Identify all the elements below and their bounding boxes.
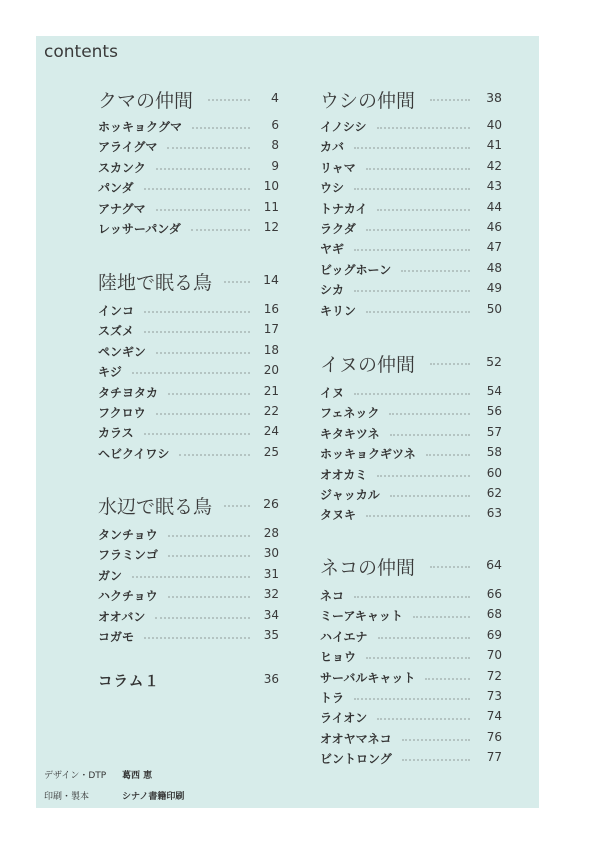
section-page-number: 64 [486,557,502,572]
entry-page-number: 47 [486,240,502,255]
leader-dots [413,616,470,618]
entry-page-number: 35 [263,628,279,642]
column-page-number: 36 [263,672,279,686]
leader-dots [354,698,470,700]
leader-dots [430,566,470,568]
leader-dots [168,596,250,598]
entry-page-number: 41 [486,138,502,153]
entry-page-number: 28 [263,526,279,540]
entry-page-number: 46 [486,220,502,234]
toc-entry: ヤギ [320,242,345,257]
toc-entry: ライオン [320,711,368,726]
leader-dots [144,311,250,313]
credit-label: デザイン・DTP [44,771,107,781]
toc-entry: インコ [98,304,135,318]
toc-entry: レッサーパンダ [98,222,181,236]
leader-dots [377,718,470,720]
toc-entry: タチヨタカ [98,385,159,400]
entry-page-number: 70 [486,648,502,663]
leader-dots [155,617,250,619]
entry-page-number: 31 [263,566,279,581]
toc-entry: オオヤマネコ [320,731,392,746]
credit-label: 印刷・製本 [44,792,90,802]
toc-entry: ホッキョクギツネ [320,447,416,462]
section-title: 陸地で眠る鳥 [98,272,213,294]
entry-page-number: 16 [263,302,279,316]
entry-page-number: 24 [263,424,279,439]
leader-dots [366,515,470,517]
toc-entry: タヌキ [320,508,357,523]
leader-dots [156,168,250,170]
toc-entry: カラス [98,426,134,441]
toc-entry: カバ [320,140,345,155]
leader-dots [179,454,250,456]
entry-page-number: 68 [486,607,502,622]
leader-dots [402,739,470,741]
leader-dots [224,281,250,283]
section-page-number: 38 [486,90,502,105]
leader-dots [354,249,470,251]
column-title: コラム１ [98,674,160,690]
entry-page-number: 44 [486,199,502,214]
leader-dots [156,413,250,415]
credit-value: シナノ書籍印刷 [122,792,185,802]
leader-dots [354,147,470,149]
credit-value: 葛西 恵 [122,771,153,781]
entry-page-number: 21 [263,383,279,398]
entry-page-number: 56 [486,404,502,419]
toc-entry: ペンギン [98,344,146,359]
entry-page-number: 43 [486,179,502,194]
entry-page-number: 40 [486,118,502,132]
leader-dots [425,678,470,680]
section-page-number: 14 [263,272,279,287]
toc-entry: ウシ [320,181,345,196]
entry-page-number: 49 [486,281,502,296]
entry-page-number: 74 [486,709,502,724]
entry-page-number: 6 [271,118,279,132]
toc-entry: アライグマ [98,140,158,155]
section-title: クマの仲間 [98,90,194,112]
section-page-number: 26 [263,496,279,511]
entry-page-number: 50 [486,301,502,316]
toc-entry: フェネック [320,406,380,421]
leader-dots [366,311,470,313]
leader-dots [132,372,250,374]
leader-dots [366,168,470,170]
entry-page-number: 20 [263,363,279,378]
leader-dots [144,188,250,190]
section-title: イヌの仲間 [320,354,416,376]
entry-page-number: 77 [486,750,502,765]
toc-entry: ハイエナ [320,629,368,644]
entry-page-number: 66 [486,587,502,601]
toc-entry: ラクダ [320,222,356,236]
toc-entry: ビッグホーン [320,262,392,277]
contents-header: contents [44,42,118,62]
entry-page-number: 22 [263,404,279,418]
toc-entry: イノシシ [320,120,367,134]
leader-dots [224,505,250,507]
entry-page-number: 18 [263,342,279,357]
section-title: ネコの仲間 [320,557,416,579]
toc-entry: ヘビクイワシ [98,446,170,461]
toc-entry: シカ [320,283,345,298]
section-page-number: 4 [271,90,279,105]
toc-entry: ネコ [320,589,345,603]
entry-page-number: 25 [263,444,279,459]
leader-dots [156,352,250,354]
toc-entry: パンダ [98,181,134,196]
section-title: ウシの仲間 [320,90,416,112]
toc-entry: キジ [98,365,122,380]
entry-page-number: 12 [263,220,279,234]
leader-dots [401,270,470,272]
leader-dots [390,434,470,436]
leader-dots [167,147,250,149]
toc-entry: フクロウ [98,406,146,420]
entry-page-number: 17 [263,322,279,337]
toc-entry: タンチョウ [98,528,158,542]
leader-dots [354,596,470,598]
toc-entry: リャマ [320,160,356,175]
toc-entry: イヌ [320,386,345,400]
entry-page-number: 8 [271,138,279,153]
toc-entry: オオバン [98,609,146,624]
leader-dots [144,637,250,639]
toc-entry: キリン [320,303,357,318]
leader-dots [378,637,470,639]
entry-page-number: 60 [486,465,502,480]
toc-entry: コガモ [98,630,135,644]
toc-entry: ヒョウ [320,650,357,665]
leader-dots [354,393,470,395]
leader-dots [208,99,250,101]
entry-page-number: 9 [271,158,279,173]
toc-entry: ミーアキャット [320,609,403,624]
toc-entry: オオカミ [320,467,368,482]
leader-dots [377,209,470,211]
leader-dots [426,454,470,456]
leader-dots [377,127,470,129]
leader-dots [156,209,250,211]
entry-page-number: 69 [486,627,502,642]
leader-dots [366,229,470,231]
toc-entry: キタキツネ [320,426,380,441]
entry-page-number: 30 [263,546,279,561]
toc-entry: アナグマ [98,201,146,216]
entry-page-number: 76 [486,729,502,744]
toc-entry: サーバルキャット [320,670,416,685]
leader-dots [191,229,250,231]
toc-entry: ハクチョウ [98,589,158,604]
entry-page-number: 57 [486,424,502,439]
toc-entry: スズメ [98,324,135,339]
section-title: 水辺で眠る鳥 [98,496,213,518]
entry-page-number: 72 [486,668,502,683]
leader-dots [144,433,250,435]
toc-entry: トラ [320,691,345,705]
leader-dots [168,535,250,537]
leader-dots [430,363,470,365]
leader-dots [389,413,470,415]
entry-page-number: 63 [486,506,502,521]
leader-dots [144,331,250,333]
toc-entry: ジャッカル [320,488,380,502]
entry-page-number: 54 [486,384,502,398]
toc-entry: スカンク [98,160,146,175]
leader-dots [366,657,470,659]
leader-dots [132,576,250,578]
entry-page-number: 73 [486,689,502,703]
leader-dots [430,99,470,101]
leader-dots [377,475,470,477]
toc-entry: ホッキョクグマ [98,120,183,134]
entry-page-number: 10 [263,179,279,194]
entry-page-number: 32 [263,587,279,602]
leader-dots [354,188,470,190]
toc-entry: トナカイ [320,201,368,216]
entry-page-number: 11 [263,199,279,214]
entry-page-number: 62 [486,486,502,500]
entry-page-number: 48 [486,260,502,275]
section-page-number: 52 [486,354,502,369]
toc-entry: ビントロング [320,752,392,767]
leader-dots [168,555,250,557]
leader-dots [390,495,470,497]
leader-dots [402,759,470,761]
entry-page-number: 34 [263,607,279,622]
leader-dots [192,127,250,129]
leader-dots [168,393,250,395]
entry-page-number: 58 [486,445,502,460]
toc-entry: ガン [98,568,123,583]
toc-entry: フラミンゴ [98,548,159,563]
entry-page-number: 42 [486,158,502,173]
leader-dots [354,290,470,292]
